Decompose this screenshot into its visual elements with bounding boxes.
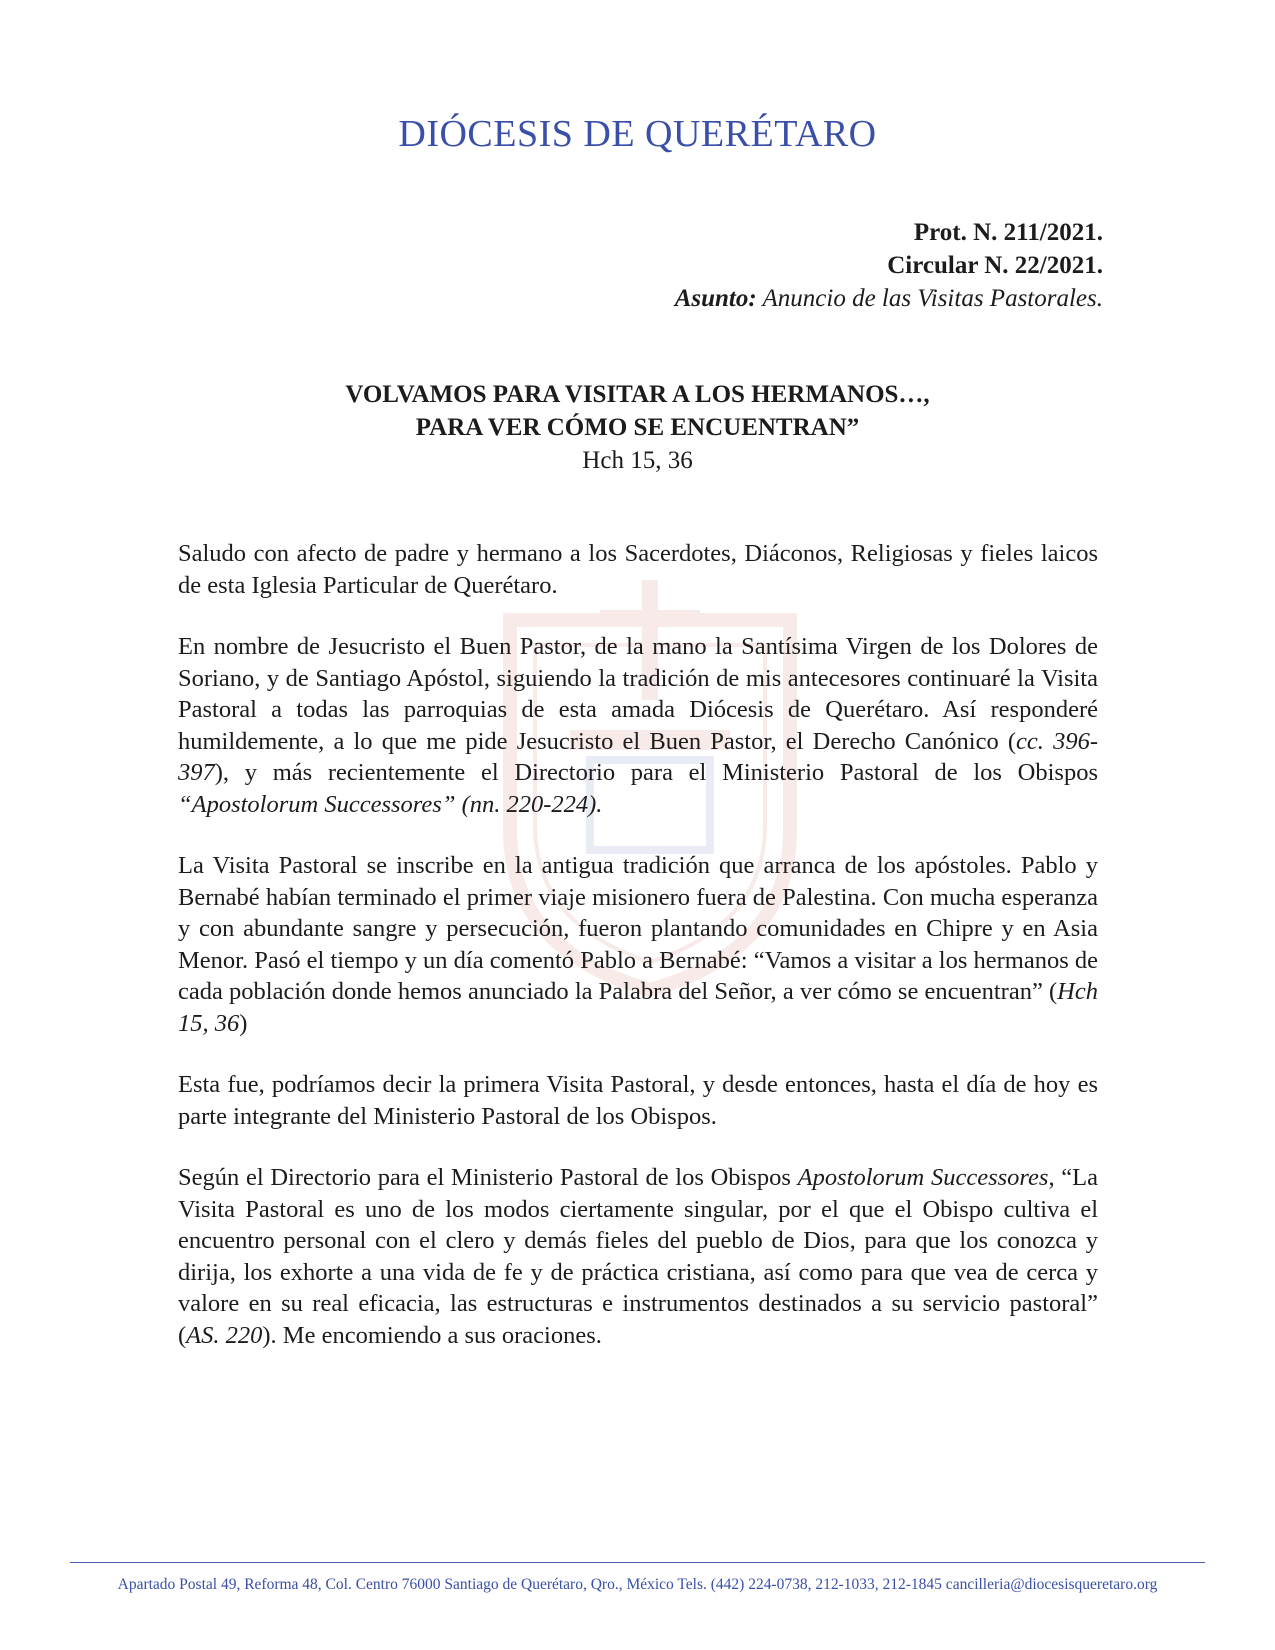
paragraph-text: Según el Directorio para el Ministerio Pastoral de los Obispos	[178, 1164, 798, 1191]
subject-text: Anuncio de las Visitas Pastorales.	[756, 285, 1103, 312]
paragraph-announcement	[178, 631, 1098, 820]
heading-line-1: VOLVAMOS PARA VISITAR A LOS HERMANOS…,	[345, 381, 930, 408]
protocol-number: Prot. N. 211/2021.	[913, 219, 1103, 246]
footer-address: Apartado Postal 49, Reforma 48, Col. Centro 76000 Santiago de Querétaro, Qro., México Tels. (442) 224-0738, 212-1033, 212-1845 cancilleria@diocesisqueretaro.org	[117, 1576, 1158, 1593]
subject-label: Asunto:	[674, 285, 757, 312]
letter-body	[178, 538, 1098, 1381]
directory-title: Apostolorum Successores	[797, 1164, 1049, 1191]
reference-block	[675, 216, 1103, 315]
paragraph-text: )	[239, 1009, 248, 1037]
paragraph-text: , “La Visita Pastoral es uno de los modos ciertamente singular, por el que el Obispo cultiva el encuentro personal con el clero y demás fieles del pueblo de Dios, para que los conozca y dirija, los exhorte a una vida de fe y de práctica cristiana, así como para que vea de cerca y valore en su real eficacia, las estructuras e instrumentos destinados a su servicio pastoral” (	[178, 1164, 1099, 1349]
footer-divider	[70, 1562, 1205, 1563]
directory-reference: “Apostolorum Successores” (nn. 220-224).	[178, 790, 603, 818]
heading-citation: Hch 15, 36	[582, 447, 693, 474]
diocese-title: DIÓCESIS DE QUERÉTARO	[398, 113, 877, 155]
subject-line	[675, 282, 1103, 315]
paragraph-text: En nombre de Jesucristo el Buen Pastor, de la mano la Santísima Virgen de los Dolores de Soriano, y de Santiago Apóstol, siguiendo la tradición de mis antecesores continuaré la Visita Pastoral a todas las parroquias de esta amada Diócesis de Querétaro. Así responderé humildemente, a lo que me pide Jesucristo el Buen Pastor, el Derecho Canónico (	[178, 633, 1098, 755]
paragraph-tradition	[178, 850, 1098, 1039]
as-reference: AS. 220	[186, 1321, 263, 1349]
paragraph-text: La Visita Pastoral se inscribe en la antigua tradición que arranca de los apóstoles. Pablo y Bernabé habían terminado el primer viaje misionero fuera de Palestina. Con mucha esperanza y con abundante sangre y persecución, fueron plantando comunidades en Chipre y en Asia Menor. Pasó el tiempo y un día comentó Pablo a Bernabé: “Vamos a visitar a los hermanos de cada población donde hemos anunciado la Palabra del Señor, a ver cómo se encuentran” (	[178, 852, 1098, 1005]
paragraph-directory	[178, 1162, 1098, 1351]
heading-line-2: PARA VER CÓMO SE ENCUENTRAN”	[415, 414, 860, 441]
paragraph-first-visit: Esta fue, podríamos decir la primera Visita Pastoral, y desde entonces, hasta el día de hoy es parte integrante del Ministerio Pastoral de los Obispos.	[178, 1071, 1098, 1130]
canon-reference: cc. 396-397	[178, 727, 1098, 786]
circular-number: Circular N. 22/2021.	[887, 252, 1103, 279]
paragraph-text: ), y más recientemente el Directorio para el Ministerio Pastoral de los Obispos	[214, 759, 1098, 786]
paragraph-text: ). Me encomiendo a sus oraciones.	[262, 1321, 602, 1349]
scripture-reference: Hch 15, 36	[178, 978, 1098, 1037]
document-heading	[0, 378, 1275, 477]
paragraph-greeting: Saludo con afecto de padre y hermano a los Sacerdotes, Diáconos, Religiosas y fieles laicos de esta Iglesia Particular de Querétaro.	[178, 540, 1098, 599]
